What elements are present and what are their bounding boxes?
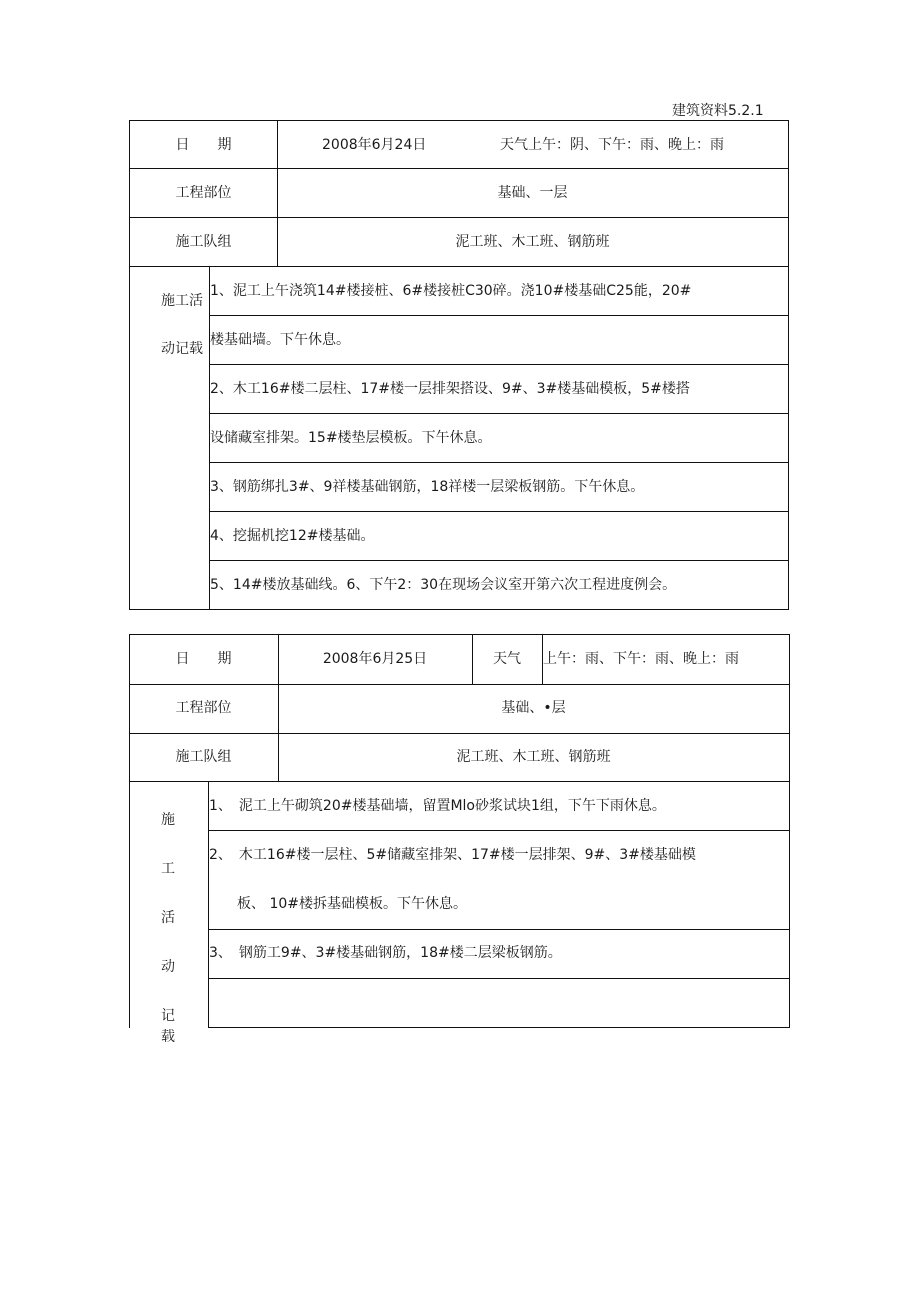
row-divider: [208, 830, 790, 831]
date-value: 2008年6月24日: [322, 137, 427, 153]
activity-label-char: 活: [161, 910, 175, 926]
date-label: 日 期: [175, 137, 232, 153]
activity-label-char: 载: [161, 1029, 175, 1045]
row-divider: [130, 266, 788, 267]
row-divider: [209, 560, 788, 561]
activity-line: 设储藏室排架。15#楼垫层模板。下午休息。: [210, 430, 492, 446]
activity-line: 2、 木工16#楼一层柱、5#储藏室排架、17#楼一层排架、9#、3#楼基础模: [209, 847, 696, 863]
row-divider: [209, 364, 788, 365]
activity-line: 3、 钢筋工9#、3#楼基础钢筋，18#楼二层梁板钢筋。: [209, 945, 562, 961]
weather-label: 天气: [493, 651, 521, 667]
team-value: 泥工班、木工班、钢筋班: [455, 234, 610, 250]
activity-label-line-1: 施工活: [161, 293, 203, 309]
row-divider: [208, 1027, 790, 1028]
activity-line: 3、钢筋绑扎3#、9祥楼基础钢筋，18祥楼一层梁板钢筋。下午休息。: [210, 479, 645, 495]
activity-label-line-2: 动记载: [161, 341, 203, 357]
date-value: 2008年6月25日: [322, 651, 428, 667]
row-divider: [208, 978, 790, 979]
team-label: 施工队组: [175, 749, 232, 765]
team-label: 施工队组: [175, 234, 232, 250]
activity-line: 1、泥工上午浇筑14#楼接桩、6#楼接桩C30碎。浇10#楼基础C25能，20#: [210, 283, 692, 299]
activity-line: 板、 10#楼拆基础模板。下午休息。: [209, 896, 467, 912]
row-divider: [130, 217, 788, 218]
document-reference: 建筑资料5.2.1: [672, 103, 764, 119]
weather-value: 天气上午：阴、下午：雨、晚上：雨: [500, 137, 724, 153]
date-label: 日 期: [175, 651, 232, 667]
activity-line: 5、14#楼放基础线。6、下午2：30在现场会议室开第六次工程进度例会。: [210, 577, 677, 593]
project-part-value: 基础、•层: [501, 700, 566, 716]
activity-line: 2、木工16#楼二层柱、17#楼一层排架搭设、9#、3#楼基础模板，5#楼搭: [210, 381, 690, 397]
project-part-value: 基础、一层: [497, 185, 568, 201]
activity-line: 1、 泥工上午砌筑20#楼基础墙，留置Mlo砂浆试块1组，下午下雨休息。: [209, 798, 666, 814]
row-divider: [129, 684, 790, 685]
activity-line: 楼基础墙。下午休息。: [210, 332, 350, 348]
row-divider: [208, 929, 790, 930]
activity-label-char: 工: [161, 861, 175, 877]
row-divider: [209, 462, 788, 463]
row-divider: [209, 413, 788, 414]
project-part-label: 工程部位: [175, 185, 232, 201]
row-divider: [129, 781, 790, 782]
activity-label-char: 记: [161, 1008, 175, 1024]
activity-label-char: 动: [161, 959, 175, 975]
activity-line: 4、挖掘机挖12#楼基础。: [210, 528, 375, 544]
row-divider: [130, 168, 788, 169]
activity-label-char: 施: [161, 812, 175, 828]
table-border: [789, 634, 790, 1028]
project-part-label: 工程部位: [175, 700, 232, 716]
row-divider: [209, 315, 788, 316]
team-value: 泥工班、木工班、钢筋班: [456, 749, 611, 765]
construction-log-table-1: [129, 120, 789, 610]
weather-value: 上午：雨、下午：雨、晚上：雨: [543, 651, 739, 667]
table-border: [129, 634, 130, 1028]
row-divider: [209, 511, 788, 512]
table-border: [129, 634, 790, 635]
row-divider: [129, 733, 790, 734]
